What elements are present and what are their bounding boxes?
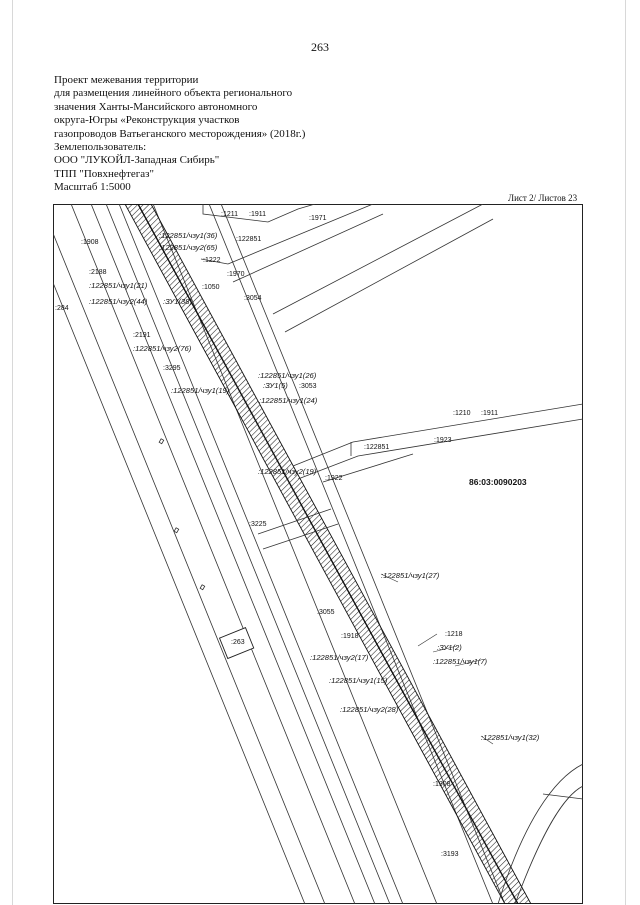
small-label: :1970	[227, 271, 245, 278]
plot-label: :122851/чзу1(21)	[89, 281, 148, 290]
plot-label: :ЗУ1(2)	[437, 643, 462, 652]
small-label: :2191	[133, 332, 151, 339]
header-line: ООО "ЛУКОЙЛ-Западная Сибирь"	[54, 154, 220, 167]
header-line: ТПП "Повхнефтегаз"	[54, 167, 154, 180]
small-label: :1971	[309, 215, 327, 222]
plot-label: :122851/чзу2(17)	[310, 653, 369, 662]
plot-label: :122851/чзу1(7)	[433, 657, 488, 666]
plot-label: :122851/чзу1(32)	[481, 733, 540, 742]
small-label: :3225	[249, 521, 267, 528]
small-label: :2188	[89, 269, 107, 276]
plot-label: :ЗУ1(5)	[263, 381, 288, 390]
plot-label: :ЗУ1(38)	[163, 297, 193, 306]
small-label: :1923	[434, 437, 452, 444]
plot-label: :122851/чзу1(27)	[381, 571, 440, 580]
map-svg	[53, 204, 583, 904]
small-label: :1210	[453, 410, 471, 417]
scan-edge-left	[12, 0, 13, 905]
small-label: :1911	[249, 211, 266, 218]
small-label: :284	[55, 305, 69, 312]
plot-label: :122851/чзу1(15)	[329, 676, 388, 685]
plot-label: :122851/чзу1(19)	[171, 386, 230, 395]
plot-label: :122851/чзу2(28)	[340, 705, 399, 714]
header-line: Землепользователь:	[54, 141, 147, 154]
small-label: :122851	[364, 444, 390, 451]
road-mid	[298, 419, 583, 479]
small-label: :3295	[163, 365, 181, 372]
scan-edge-right	[625, 0, 626, 905]
small-label: :3054	[244, 295, 262, 302]
header-line: газопроводов Ватьеганского месторождения» (2018г.)	[54, 127, 306, 140]
road-curve	[543, 794, 583, 799]
plot-label: :122851/чзу2(44)	[89, 297, 148, 306]
cadastral-block-label: 86:03:0090203	[469, 477, 527, 487]
plot-label: :122851/чзу1(36)	[159, 231, 218, 240]
small-label: :1211	[221, 211, 238, 218]
header-line: Масштаб 1:5000	[54, 181, 131, 194]
boundary-line	[98, 204, 398, 904]
small-label: :1908	[433, 781, 451, 788]
small-label: :1218	[445, 631, 463, 638]
project-header	[54, 74, 305, 195]
small-label: :1908	[81, 239, 99, 246]
small-label: :1922	[325, 475, 343, 482]
small-label: :1918	[341, 633, 359, 640]
road-line	[285, 219, 493, 332]
small-label: :3053	[299, 383, 317, 390]
header-line: значения Ханты-Мансийского автономного	[54, 100, 258, 113]
page-number: 263	[311, 40, 329, 54]
cadastral-map	[53, 204, 583, 904]
parcel-263-label: :263	[231, 639, 245, 646]
small-label: :122851	[236, 236, 262, 243]
boundary-line	[111, 204, 411, 904]
header-line: округа-Югры «Реконструкция участков	[54, 114, 240, 127]
road-curve	[515, 786, 583, 904]
road-line	[273, 204, 483, 314]
plot-label: :122851/чзу2(76)	[133, 344, 192, 353]
small-label: :1911	[481, 410, 498, 417]
header-line: Проект межевания территории	[54, 74, 199, 86]
plot-label: :122851/чзу1(26)	[258, 371, 317, 380]
sheet-label: Лист 2/ Листов 23	[508, 193, 578, 203]
header-line: для размещения линейного объекта регионального	[54, 87, 293, 100]
small-label: :1050	[202, 284, 220, 291]
plot-label: :122851/чзу2(65)	[159, 243, 218, 252]
plot-label: :122851/чзу2(19)	[258, 467, 317, 476]
small-label: :1222	[203, 257, 221, 264]
road-mid	[293, 404, 583, 466]
plot-label: :122851/чзу1(24)	[259, 396, 318, 405]
road-line	[233, 214, 383, 282]
small-label: :3055	[317, 609, 335, 616]
small-label: :3193	[441, 851, 459, 858]
